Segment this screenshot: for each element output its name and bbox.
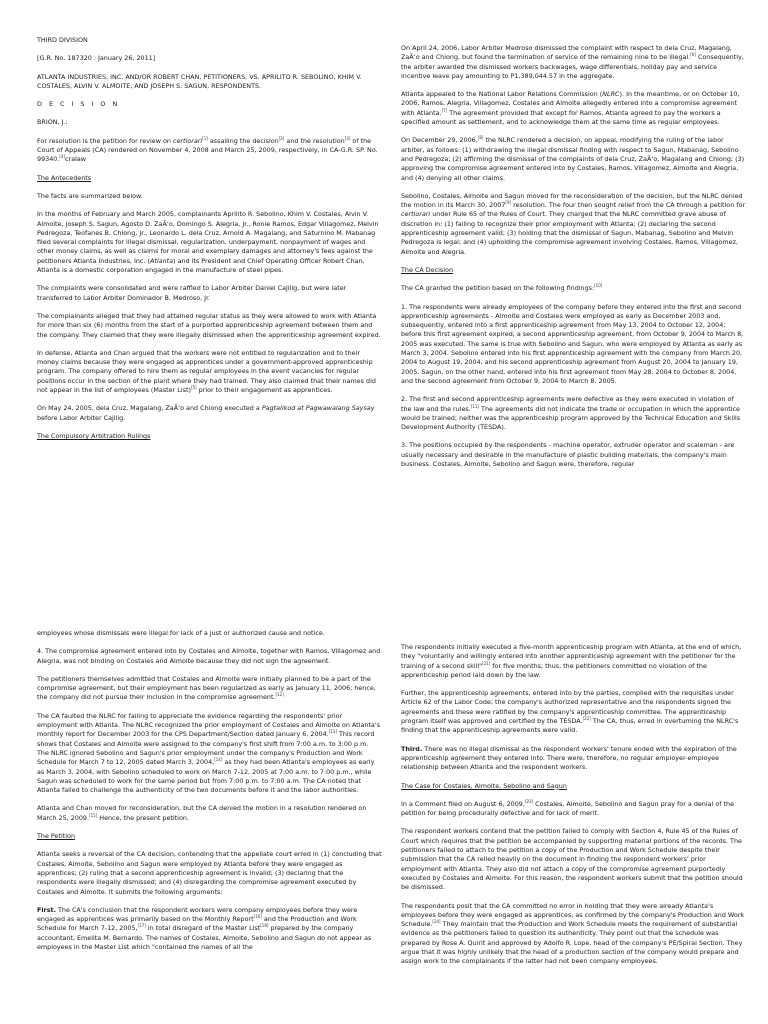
paragraph: Atlanta and Chan moved for reconsideration, but the CA denied the motion in a resolution rendered on March 25, 2009.[15] Hence, the present petition.: [37, 804, 367, 822]
paragraph: 4. The compromise agreement entered into by Costales and Almoite, together with Ramos, Villagomez and Alegria, was not binding on Costales and Almoite because they did not sign the agreement.: [37, 647, 381, 665]
footnote-ref[interactable]: [23]: [524, 798, 534, 804]
paragraph: The respondents posit that the CA committed no error in holding that they were already Atlanta's employees before they were engaged as apprentices, as confirmed by the company's Production and Work Schedule.[24] They maintain that the Production and Work Schedule meets the requirement of substantial evidence as the petitioners failed to question its authenticity. They point out that the schedule was prepared by Rose A. Quirit and approved by Adolfo R. Lope, head of the company's PE/Spiral Section. They argue that it was highly unlikely that the head of a production section of the company would prepare and assign work to the complainants if the latter had not been company employees.: [401, 901, 745, 966]
footnote-ref[interactable]: [5]: [190, 384, 197, 390]
footnote-ref[interactable]: [13]: [328, 729, 337, 735]
paragraph: Third. There was no illegal dismissal as the respondent workers' tenure ended with the expiration of the apprenticeship agreement they entered into. There were, therefore, no regular employer-employee relationship between Atlanta and the respondent workers.: [401, 744, 737, 772]
footnote-ref[interactable]: [3]: [344, 135, 351, 141]
section-heading-ca-decision: The CA Decision: [401, 265, 453, 274]
section-heading-petition: The Petition: [37, 832, 75, 841]
footnote-ref[interactable]: [8]: [477, 135, 484, 141]
footnote-ref[interactable]: [16]: [253, 914, 262, 919]
paragraph: The complaints were consolidated and were raffled to Labor Arbiter Daniel Cajilig, but were later transferred to Labor Arbiter Dominador B. Medroso, Jr.: [37, 284, 347, 302]
column-right-bottom: [401, 643, 746, 976]
paragraph: Atlanta seeks a reversal of the CA decision, contending that the appellate court erred in (1) concluding that Costales, Almoite, Sebolino and Sagun were employed by Atlanta before they were engaged as apprentices; (2) ruling that a second apprenticeship agreement is invalid; (3) declaring that the respondents were illegally dismissed; and (4) disregarding the compromise agreement executed by Costales and Almoite. It submits the following arguments:: [37, 850, 382, 896]
paragraph: employees whose dismissals were illegal for lack of a just or authorized cause and notice.: [37, 629, 325, 637]
footnote-ref[interactable]: [22]: [582, 715, 591, 721]
column-left-top: [37, 36, 382, 450]
paragraph: The CA faulted the NLRC for failing to appreciate the evidence regarding the respondents' prior employment with Atlanta. The NLRC recognized the prior employment of Costales and Almoite on Atlanta's monthly report for December 2003 for the CPS Department/Section dated January 6, 2004.[13] This record shows that Costales and Almoite were assigned to the company's first shift from 7:00 a.m. to 3:00 p.m. The NLRC ignored Sebolino and Sagun's prior employment under the company's Production and Work Schedule for March 7 to 12, 2005 dated March 3, 2004,[14] as they had been Atlanta's employees as early as March 3, 2004, with Sebolino scheduled to work on March 7-12, 2005 at 7:00 a.m. to 7:00 p.m., while Sagun was scheduled to work for the same period but from 7:00 p.m. to 7:00 a.m. The CA noted that Atlanta failed to challenge the authenticity of the two documents before it and the labor authorities.: [37, 711, 380, 795]
decision-heading: D E C I S I O N: [37, 100, 120, 109]
paragraph: The CA granted the petition based on the following findings:[10]: [401, 283, 603, 293]
paragraph: In defense, Atlanta and Chan argued that the workers were not entitled to regularization and to their money claims because they were engaged as apprentices under a government-approved apprenticeship program. The company offered to hire them as regular employees in the event vacancies for regular positions occur in the section of the plant where they had trained. They also claimed that their names did not appear in the list of employees (Master List)[5] prior to their engagement as apprentices.: [37, 348, 376, 395]
section-heading-antecedents: The Antecedents: [37, 173, 92, 182]
footnote-ref[interactable]: [24]: [432, 919, 441, 924]
paragraph: 3. The positions occupied by the respondents - machine operator, extruder operator and scaleman - are usually necessary and desirable in the manufacture of plastic building materials, the company's main business. Costales, Almoite, Sebolino and Sagun were, therefore, regular: [401, 441, 735, 468]
footnote-ref[interactable]: [2]: [278, 135, 285, 141]
footnote-ref[interactable]: [4]: [59, 154, 66, 160]
paragraph: In a Comment filed on August 6, 2009,[23] Costales, Almoite, Sebolino and Sagun pray for a denial of the petition for being procedurally defective and for lack of merit.: [401, 798, 735, 818]
column-left-bottom: [37, 629, 382, 961]
footnote-ref[interactable]: [17]: [137, 923, 146, 929]
paragraph: On December 29, 2006,[8] the NLRC rendered a decision, on appeal, modifying the ruling of the labor arbiter, as follows: (1) withdrawing the illegal dismissal finding with respect to Sagun, Mabanag, Sebolino and Pedregoza; (2) affirming the dismissal of the complaints of dela Cruz, ZaÃ‘o, Magalang and Chiong; (3) approving the compromise agreement entered into by Costales, Ramos, Villagomez, Almoite and Alegria, and (4) denying all other claims.: [401, 135, 745, 182]
case-parties: ATLANTA INDUSTRIES, INC. AND/OR ROBERT CHAN, PETITIONERS, VS. APRILITO R. SEBOLINO, KHIM V. COSTALES, ALVIN V. ALMOITE, AND JOSEPH S. SAGUN, RESPONDENTS.: [37, 72, 362, 90]
paragraph: Further, the apprenticeship agreements, entered into by the parties, complied with the requisites under Article 62 of the Labor Code; the company's authorized representative and the respondents signed the agreements and these were ratified by the company's apprenticeship committee. The apprenticeship program itself was approved and certified by the TESDA.[22] The CA, thus, erred in overturning the NLRC's finding that the apprenticeship agreements were valid.: [401, 689, 739, 735]
paragraph: 2. The first and second apprenticeship agreements were defective as they were executed in violation of the law and the rules.[11] The agreements did not indicate the trade or occupation in which the apprentice would be trained; neither was the apprenticeship program approved by the Technical Education and Skills Development Authority (TESDA).: [401, 395, 741, 432]
footnote-ref[interactable]: [1]: [202, 135, 208, 141]
column-right-top: [401, 44, 746, 478]
footnote-ref[interactable]: [14]: [214, 757, 223, 763]
ponente: BRION, J.:: [37, 118, 68, 127]
footnote-ref[interactable]: [10]: [594, 283, 603, 289]
paragraph: 1. The respondents were already employees of the company before they entered into the first and second apprenticeship agreements - Almoite and Costales were employed as early as December 2003 and, subsequently, entered into a first apprenticeship agreement from May 13, 2004 to October 12, 2004; before this first agreement expired, a second apprenticeship agreement, from October 9, 2004 to March 8, 2005 was executed. The same is true with Sebolino and Sagun, who were employed by Atlanta as early as March 3, 2004. Sebolino entered into his first apprenticeship agreement with the company from March 20, 2004 to August 19, 2004, and his second apprenticeship agreement from August 20, 2004 to January 19, 2005. Sagun, on the other hand, entered into his first agreement from May 28, 2004 to October 8, 2004, and the second agreement from October 9, 2004 to March 8, 2005.: [401, 302, 744, 385]
paragraph: The complainants alleged that they had attained regular status as they were allowed to work with Atlanta for more than six (6) months from the start of a purported apprenticeship agreement between them and the company. They claimed that they were illegally dismissed when the apprenticeship agreement expired.: [37, 311, 381, 339]
paragraph: On May 24, 2005, dela Cruz, Magalang, ZaÃ‘o and Chiong executed a Pagtalikod at Pagwawalang Saysay before Labor Arbiter Cajilig.: [37, 404, 375, 422]
footnote-ref[interactable]: [15]: [89, 812, 98, 818]
paragraph: Sebolino, Costales, Almoite and Sagun moved for the reconsideration of the decision, but the NLRC denied the motion in its March 30, 2007[9] resolution. The four then sought relief from the CA through a petition for certiorari under Rule 65 of the Rules of Court. They charged that the NLRC committed grave abuse of discretion in: (1) failing to recognize their prior employment with Atlanta; (2) declaring the second apprenticeship agreement valid; (3) holding that the dismissal of Sagun, Mabanag, Sebolino and Melvin Pedregoza is legal; and (4) upholding the compromise agreement involving Costales, Ramos, Villagomez, Almoite and Alegria.: [401, 191, 746, 256]
paragraph-intro: For resolution is the petition for review on certiorari[1] assailing the decision[2] and the resolution[3] of the Court of Appeals (CA) rendered on November 4, 2008 and March 25, 2009, respectively, in CA-G.R. SP. No. 99340.[4]cralaw: [37, 135, 378, 164]
footnote-ref[interactable]: [7]: [441, 107, 448, 113]
paragraph: In the months of February and March 2005, complainants Aprilito R. Sebolino, Khim V. Costales, Alvin V. Almoite, Joseph S. Sagun, Agosto D. ZaÃ‘o, Domingo S. Alegria, Jr., Ronie Ramos, Edgar Villagomez, Melvin Pedregoza, Teofanes B. Chiong, Jr., Leonardo L. dela Cruz, Arnold A. Magalang, and Saturnino M. Mabanag filed several complaints for illegal dismissal, regularization, underpayment, nonpayment of wages and other money claims, as well as claims for moral and exemplary damages and attorney's fees against the petitioners Atlanta Industries, Inc. (Atlanta) and its President and Chief Operating Officer Robert Chan. Atlanta is a domestic corporation engaged in the manufacture of steel pipes.: [37, 210, 379, 275]
paragraph: On April 24, 2006, Labor Arbiter Medroso dismissed the complaint with respect to dela Cruz, Magalang, ZaÃ‘o and Chiong, but found the termination of service of the remaining nine to be illegal.[6] Consequently, the arbiter awarded the dismissed workers backwages, wage differentials, holiday pay and service incentive leave pay amounting to P1,389,044.57 in the aggregate.: [401, 44, 744, 80]
footnote-ref[interactable]: [21]: [482, 660, 491, 666]
footnote-ref[interactable]: [11]: [470, 403, 480, 409]
footnote-ref[interactable]: [6]: [690, 52, 696, 58]
footnote-ref[interactable]: [18]: [260, 923, 269, 929]
paragraph: The respondents initially executed a five-month apprenticeship program with Atlanta, at the end of which, they "voluntarily and willingly entered into another apprenticeship agreement with the petitioner for the training of a second skill"[21] for five months; thus, the petitioners committed no violation of the apprenticeship period laid down by the law.: [401, 643, 742, 679]
footnote-ref[interactable]: [12]: [275, 692, 284, 698]
section-heading-compulsory: The Compulsory Arbitration Rulings: [37, 431, 151, 440]
paragraph: Atlanta appealed to the National Labor Relations Commission (NLRC). In the meantime, or on October 10, 2006, Ramos, Alegria, Villagomez, Costales and Almoite allegedly entered into a compromise agreement with Atlanta.[7] The agreement provided that except for Ramos, Atlanta agreed to pay the workers a specified amount as settlement, and to acknowledge them at the same time as regular employees.: [401, 90, 740, 127]
gr-number: [G.R. No. 187320 : January 26, 2011]: [37, 54, 156, 63]
division-heading: THIRD DIVISION: [37, 36, 88, 44]
paragraph: The facts are summarized below.: [37, 191, 143, 200]
paragraph: The petitioners themselves admitted that Costales and Almoite were initially planned to be a part of the compromise agreement, but their employment has been regularized as early as January 11, 2006; hence, the company did not pursue their inclusion in the compromise agreement.[12]: [37, 674, 376, 702]
paragraph: First. The CA's conclusion that the respondent workers were company employees before they were engaged as apprentices was primarily based on the Monthly Report[16] and the Production and Work Schedule for March 7-12, 2005,[17] in total disregard of the Master List[18] prepared by the company accountant, Emelita M. Bernardo. The names of Costales, Almoite, Sebolino and Sagun do not appear as employees in the Master List which "contained the names of all the: [37, 905, 372, 952]
paragraph: The respondent workers contend that the petition failed to comply with Section 4, Rule 45 of the Rules of Court which requires that the petition be accompanied by supporting material portions of the records. The petitioners failed to attach to the petition a copy of the Production and Work Schedule despite their submission that the CA relied heavily on the document in finding the respondent workers' prior employment with Atlanta. They also did not attach a copy of the compromise agreement purportedly executed by Costales and Almoite. For this reason, the respondent workers submit that the petition should be dismissed.: [401, 827, 743, 892]
section-heading-case-for-respondents: The Case for Costales, Almoite, Sebolino and Sagun: [401, 781, 567, 790]
footnote-ref[interactable]: [9]: [505, 200, 512, 206]
